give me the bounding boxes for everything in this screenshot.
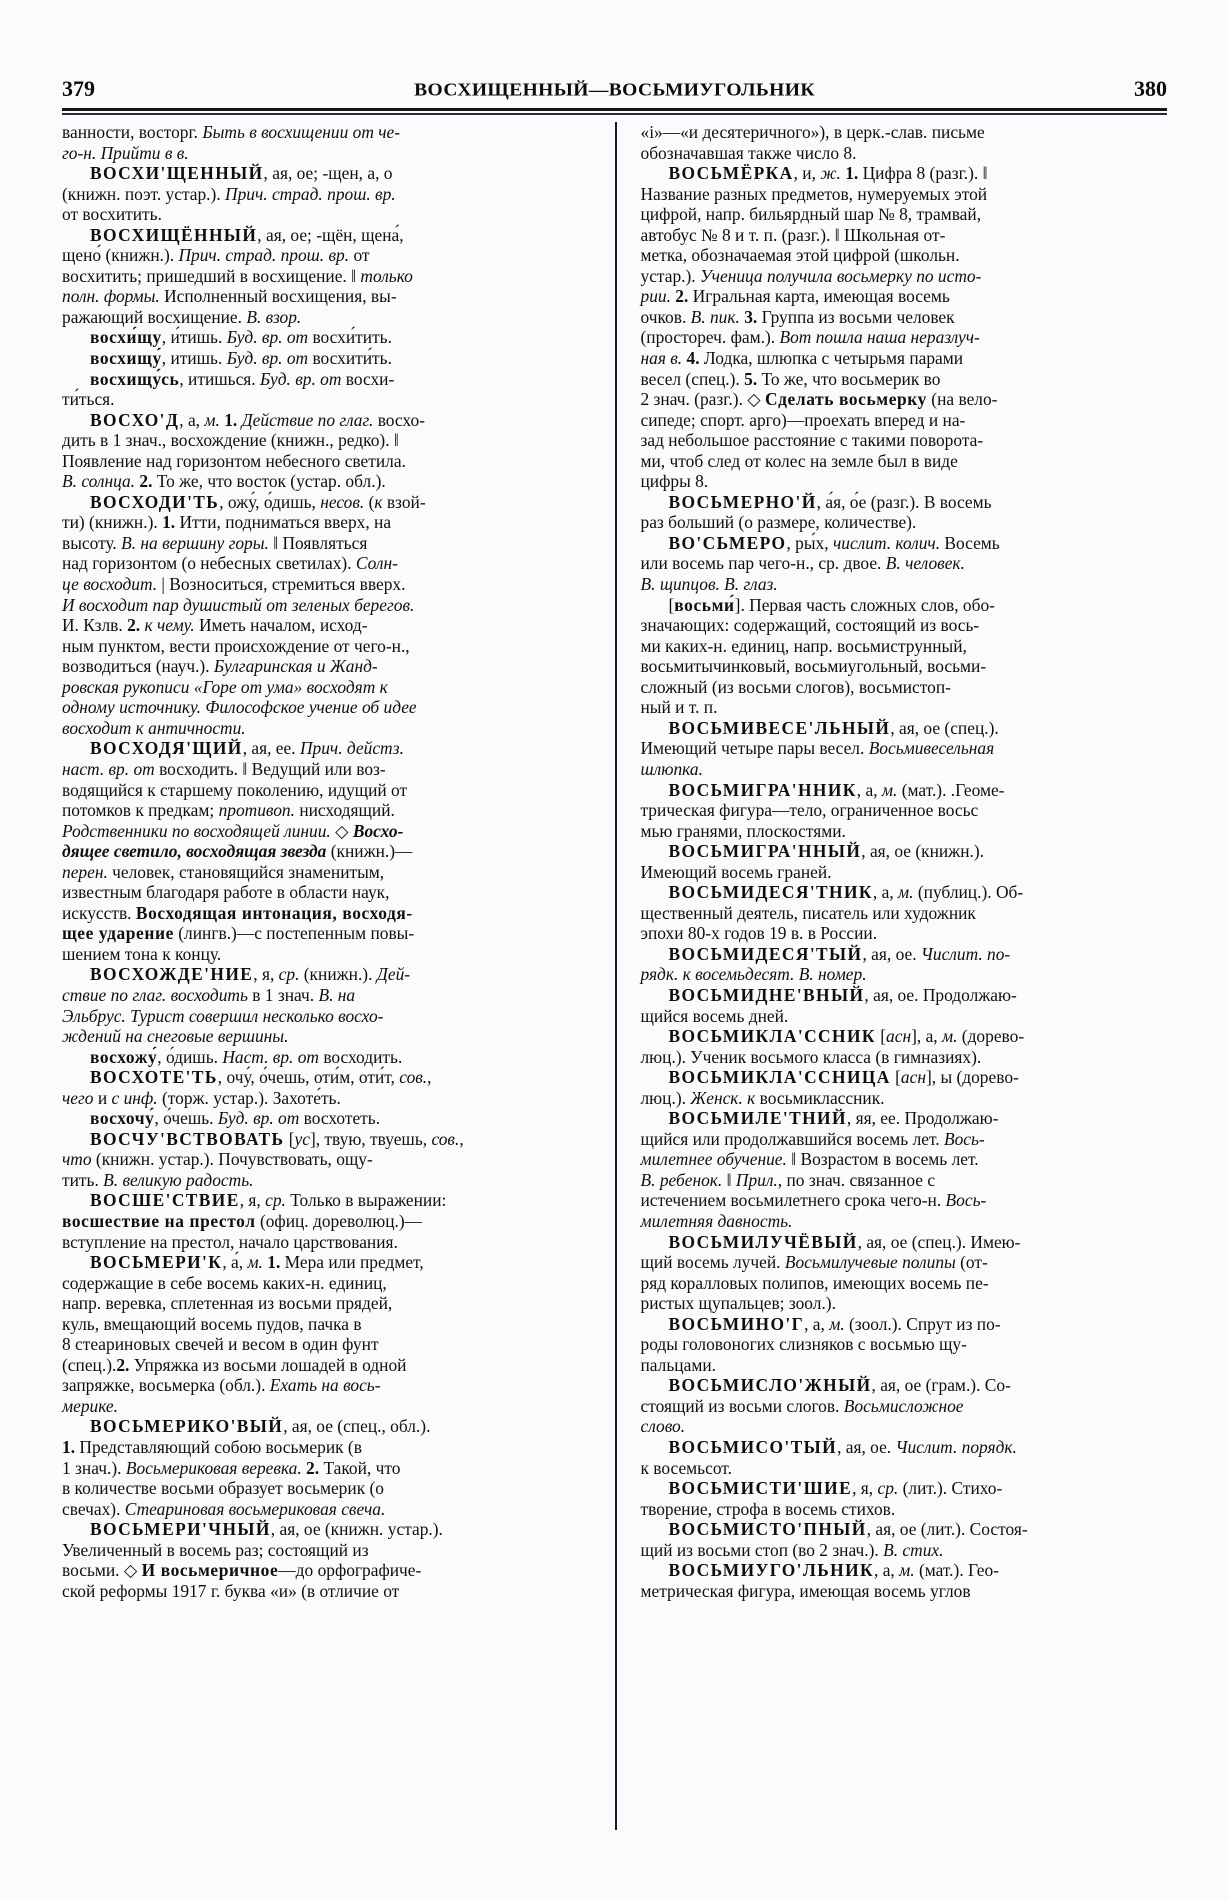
dictionary-entry: ВОСЬМИДЕСЯ'ТНИК, а, м. (публиц.). Об- щественный деятель, писатель или художник эпохи 80-х годов 19 в. в России. [640,882,1024,944]
entry-headword: ВОСЬМЕРИКО'ВЫЙ [90,1416,284,1437]
column-left [62,122,615,1830]
column-right [615,122,1168,1830]
dictionary-entry: ВОСЬМЕРИКО'ВЫЙ, ая, ое (спец., обл.). 1. Представляющий собою восьмерик (в 1 знач.). Восьмериковая веревка. 2. Такой, что в количестве восьми образует восьмерик (о свечах). Стеариновая восьмериковая свеча. [62,1416,431,1519]
dictionary-entry: ВОСХОЖДЕ'НИЕ, я, ср. (книжн.). Дей- ствие по глаг. восходить в 1 знач. В. на Эльбрус. Турист совершил несколько восхо- ждений на снеговые вершины. [62,964,411,1047]
dictionary-entry: ВОСЬМИГРА'ННЫЙ, ая, ое (книжн.). Имеющий восемь граней. [640,841,984,882]
dictionary-entry: ВО'СЬМЕРО, ры́х, числит. колич. Восемь или восемь пар чего-н., ср. двое. В. человек. В. щипцов. В. глаз. [640,532,1000,595]
dictionary-entry: ВОСХОДИ'ТЬ, ожу́, о́дишь, несов. (к взой- ти) (книжн.). 1. Итти, подниматься вверх, на высоту. В. на вершину горы. ‖ Появляться над горизонтом (о небесных светилах). Солн- це восходит. | Возноситься, стремиться вверх. И восходит пар душистый от зеленых берегов. И. Кзлв. 2. к чему. Иметь началом, исход- ным пунктом, вести происхождение от чего-н., возводиться (науч.). Булгаринская и Жанд- ровская рукописи «Горе от ума» восходят к одному источнику. Философское учение об идее восходит к античности. [62,491,426,738]
entry-headword: ВОСХОДЯ'ЩИЙ [90,738,243,759]
entry-subheadword: восхожу́ [90,1046,158,1067]
dictionary-entry: восхищу́сь, итишься. Буд. вр. от восхи- ти́ться. [62,368,395,410]
dictionary-entry: [восьми́]. Первая часть сложных слов, обо- значающих: содержащий, состоящий из вось- ми каких-н. единиц, напр. восьмиструнный, восьмитычинковый, восьмиугольный, восьми- сложный (из восьми слогов), восьмистоп- ный и т. п. [640,594,995,718]
entry-headword: ВОСХОТЕ'ТЬ [90,1067,218,1088]
folio-left: 379 [62,76,95,101]
entry-headword: ВОСЬМЁРКА [668,163,794,184]
running-header [62,66,1167,100]
entry-headword: ВОСЬМИЛЕ'ТНИЙ [668,1108,847,1129]
dictionary-entry: ВОСЬМИУГО'ЛЬНИК, а, м. (мат.). Гео- метрическая фигура, имеющая восемь углов [640,1560,999,1601]
entry-headword: ВОСЬМИКЛА'ССНИК [668,1026,876,1047]
dictionary-entry: ВОСЬМИДНЕ'ВНЫЙ, ая, ое. Продолжаю- щийся восемь дней. [640,984,1017,1026]
rule-thick [62,108,1167,111]
entry-headword: ВОСЬМИСТО'ПНЫЙ [668,1519,867,1540]
dictionary-entry: ВОСХО'Д, а, м. 1. Действие по глаг. восхо- дить в 1 знач., восхождение (книжн., редко). ‖ Появление над горизонтом небесного светила. В. солнца. 2. То же, что восток (устар. обл.). [62,409,425,492]
dictionary-entry: ВОСЬМИВЕСЕ'ЛЬНЫЙ, ая, ое (спец.). Имеющий четыре пары весел. Восьмивесельная шлюпка. [640,717,999,779]
entry-headword: ВОСЬМИГРА'ННИК [668,779,857,800]
dictionary-entry: ВОСХИЩЁННЫЙ, ая, ое; -щён, щена́, щено́ (книжн.). Прич. страд. прош. вр. от восхитить; пришедший в восхищение. ‖ только полн. формы. Исполненный восхищения, вы- ражающий восхищение. В. взор. [62,224,413,327]
entry-subheadword: восхищу́сь [90,368,180,389]
dictionary-entry: ВОСЬМИДЕСЯ'ТЫЙ, ая, ое. Числит. по- рядк. к восемьдесят. В. номер. [640,943,1011,985]
dictionary-entry: ВОСЬМЁРКА, и, ж. 1. Цифра 8 (разг.). ‖ Название разных предметов, нумеруемых этой цифрой, напр. бильярдный шар № 8, трамвай, автобус № 8 и т. п. (разг.). ‖ Школьная от- метка, обозначаемая этой цифрой (школьн. устар.). Ученица получила восьмерку по исто- рии. 2. Игральная карта, имеющая восемь очков. В. пик. 3. Группа из восьми человек (простореч. фам.). Вот пошла наша неразлуч- ная в. 4. Лодка, шлюпка с четырьмя парами весел (спец.). 5. То же, что восьмерик во 2 знач. (разг.). ◇ Сделать восьмерку (на вело- сипеде; спорт. арго)—проехать вперед и на- зад небольшое расстояние с такими поворота- ми, чтоб след от колес на земле был в виде цифры 8. [640,163,998,492]
entry-headword: ВОСХИЩЁННЫЙ [90,224,258,245]
entry-headword: ВОСЬМИДНЕ'ВНЫЙ [668,984,865,1005]
dictionary-entry: ВОСЬМИКЛА'ССНИЦА [асн], ы (дорево- люц.). Женск. к восьмиклассник. [640,1067,1019,1108]
dictionary-entry: восхожу́, о́дишь. Наст. вр. от восходить. [90,1046,403,1067]
running-head-title: ВОСХИЩЕННЫЙ—ВОСЬМИУГОЛЬНИК [414,80,815,100]
entry-headword: ВОСЬМИВЕСЕ'ЛЬНЫЙ [668,717,891,738]
dictionary-entry: восхи́щу, и́тишь. Буд. вр. от восхи́тить. [90,327,392,348]
dictionary-entry: ВОСХОТЕ'ТЬ, очу́, о́чешь, оти́м, оти́т, сов., чего и с инф. (торж. устар.). Захоте́ть. [62,1067,432,1108]
entry-headword: ВОСХОЖДЕ'НИЕ [90,964,254,985]
entry-headword: ВОСЬМЕРИ'К [90,1252,223,1273]
entry-headword: ВОСХИ'ЩЕННЫЙ [90,163,264,184]
entry-subheadword: восхочу́ [90,1108,155,1129]
dictionary-entry: ванности, восторг. Быть в восхищении от че- го-н. Прийти в в. [62,122,401,163]
dictionary-entry: ВОСХИ'ЩЕННЫЙ, ая, ое; -щен, а, о (книжн. поэт. устар.). Прич. страд. прош. вр. от восхитить. [62,163,396,225]
dictionary-entry: ВОСЬМИСЛО'ЖНЫЙ, ая, ое (грам.). Со- стоящий из восьми слогов. Восьмисложное слово. [640,1375,1011,1437]
dictionary-entry: ВОСЬМИГРА'ННИК, а, м. (мат.). .Геоме- трическая фигура—тело, ограниченное восьс мью гранями, плоскостями. [640,779,1005,841]
dictionary-entry: ВОСЬМИСО'ТЫЙ, ая, ое. Числит. порядк. к восемьсот. [640,1437,1017,1478]
entry-headword: ВОСШЕ'СТВИЕ [90,1190,240,1211]
dictionary-entry: ВОСЬМИСТИ'ШИЕ, я, ср. (лит.). Стихо- творение, строфа в восемь стихов. [640,1478,1003,1519]
dictionary-entry: ВОСЬМЕРНО'Й, а́я, о́е (разг.). В восемь раз больший (о размере, количестве). [640,491,992,533]
entry-headword: ВО'СЬМЕРО [668,532,787,553]
entry-headword: ВОСЬМИГРА'ННЫЙ [668,841,862,862]
dictionary-entry: ВОСШЕ'СТВИЕ, я, ср. Только в выражении: восшествие на престол (офиц. дореволюц.)— вступление на престол, начало царствования. [62,1190,447,1252]
dictionary-entry: восхочу́, о́чешь. Буд. вр. от восхотеть. [90,1108,381,1129]
dictionary-entry: ВОСЬМИСТО'ПНЫЙ, ая, ое (лит.). Состоя- щий из восьми стоп (во 2 знач.). В. стих. [640,1519,1028,1560]
rule-thin [62,113,1167,115]
entry-subheadword: И восьмеричное [141,1560,279,1581]
entry-subheadword: восшествие на престол [62,1210,256,1231]
entry-headword: ВОСХОДИ'ТЬ [90,491,220,512]
dictionary-entry: ВОСЬМИЛЕ'ТНИЙ, яя, ее. Продолжаю- щийся или продолжавшийся восемь лет. Вось- милетнее обучение. ‖ Возрастом в восемь лет. В. ребенок. ‖ Прил., по знач. связанное с истечением восьмилетнего срока чего-н. Вось- милетняя давность. [640,1108,999,1231]
entry-headword: ВОСЬМЕРНО'Й [668,491,817,512]
header-rule [62,108,1167,115]
entry-headword: ВОСЬМИДЕСЯ'ТНИК [668,882,873,903]
entry-subheadword: восьми́ [674,594,735,615]
entry-subheadword: Сделать восьмерку [765,389,927,410]
dictionary-entry: ВОСХОДЯ'ЩИЙ, ая, ее. Прич. дейстз. наст. вр. от восходить. ‖ Ведущий или воз- водящийся к старшему поколению, идущий от потомков к предкам; противоп. нисходящий. Родственники по восходящей линии. ◇ Восхо- дящее светило, восходящая звезда (книжн.)— перен. человек, становящийся знаменитым, известным благодаря работе в области наук, искусств. Восходящая интонация, восходя- щее ударение (лингв.)—с постепенным повы- шением тона к концу. [62,738,415,964]
entry-headword: ВОСЬМЕРИ'ЧНЫЙ [90,1519,271,1540]
folio-right: 380 [1134,76,1167,101]
entry-headword: ВОСЬМИДЕСЯ'ТЫЙ [668,943,863,964]
dictionary-entry: ВОСЬМИЛУЧЁВЫЙ, ая, ое (спец.). Имею- щий восемь лучей. Восьмилучевые полипы (от- ряд коралловых полипов, имеющих восемь пе- ристых щупальцев; зоол.). [640,1231,1021,1314]
entry-subheadword: восхищу́ [90,348,162,369]
entry-headword: ВОСЬМИСТИ'ШИЕ [668,1478,853,1499]
entry-subheadword: восхи́щу [90,327,162,348]
dictionary-entry: ВОСЬМЕРИ'ЧНЫЙ, ая, ое (книжн. устар.). Увеличенный в восемь раз; состоящий из восьми. ◇ И восьмеричное—до орфографиче- ской реформы 1917 г. буква «и» (в отличие от [62,1519,443,1601]
entry-headword: ВОСЬМИНО'Г [668,1313,805,1334]
column-container [62,122,1167,1830]
entry-subheadword: Восходящая интонация, восходя- щее ударение [62,902,413,944]
dictionary-entry: восхищу́, итишь. Буд. вр. от восхити́ть. [90,348,392,369]
dictionary-entry: ВОСЬМИНО'Г, а, м. (зоол.). Спрут из по- роды головоногих слизняков с восьмью щу- пальцами. [640,1313,1001,1375]
dictionary-entry: ВОСЧУ'ВСТВОВАТЬ [ус], твую, твуешь, сов., что (книжн. устар.). Почувствовать, ощу- тить. В. великую радость. [62,1128,464,1190]
entry-headword: ВОСЬМИСО'ТЫЙ [668,1437,838,1457]
entry-headword: ВОСЬМИСЛО'ЖНЫЙ [668,1375,872,1396]
entry-headword: ВОСЬМИУГО'ЛЬНИК [668,1560,875,1581]
entry-headword: ВОСЧУ'ВСТВОВАТЬ [90,1128,285,1149]
dictionary-entry: ВОСЬМЕРИ'К, а́, м. 1. Мера или предмет, содержащие в себе восемь каких-н. единиц, напр. веревка, сплетенная из восьми прядей, куль, вмещающий восемь пудов, пачка в 8 стеариновых свечей и весом в один фунт (спец.).2. Упряжка из восьми лошадей в одной запряжке, восьмерка (обл.). Ехать на вось- мерике. [62,1252,424,1416]
entry-headword: ВОСЬМИЛУЧЁВЫЙ [668,1231,858,1252]
entry-headword: ВОСЬМИКЛА'ССНИЦА [668,1067,891,1088]
dictionary-entry: «i»—«и десятеричного»), в церк.-слав. письме обозначавшая также число 8. [640,122,985,163]
entry-headword: ВОСХО'Д [90,409,180,430]
dictionary-entry: ВОСЬМИКЛА'ССНИК [асн], а, м. (дорево- люц.). Ученик восьмого класса (в гимназиях). [640,1026,1025,1067]
